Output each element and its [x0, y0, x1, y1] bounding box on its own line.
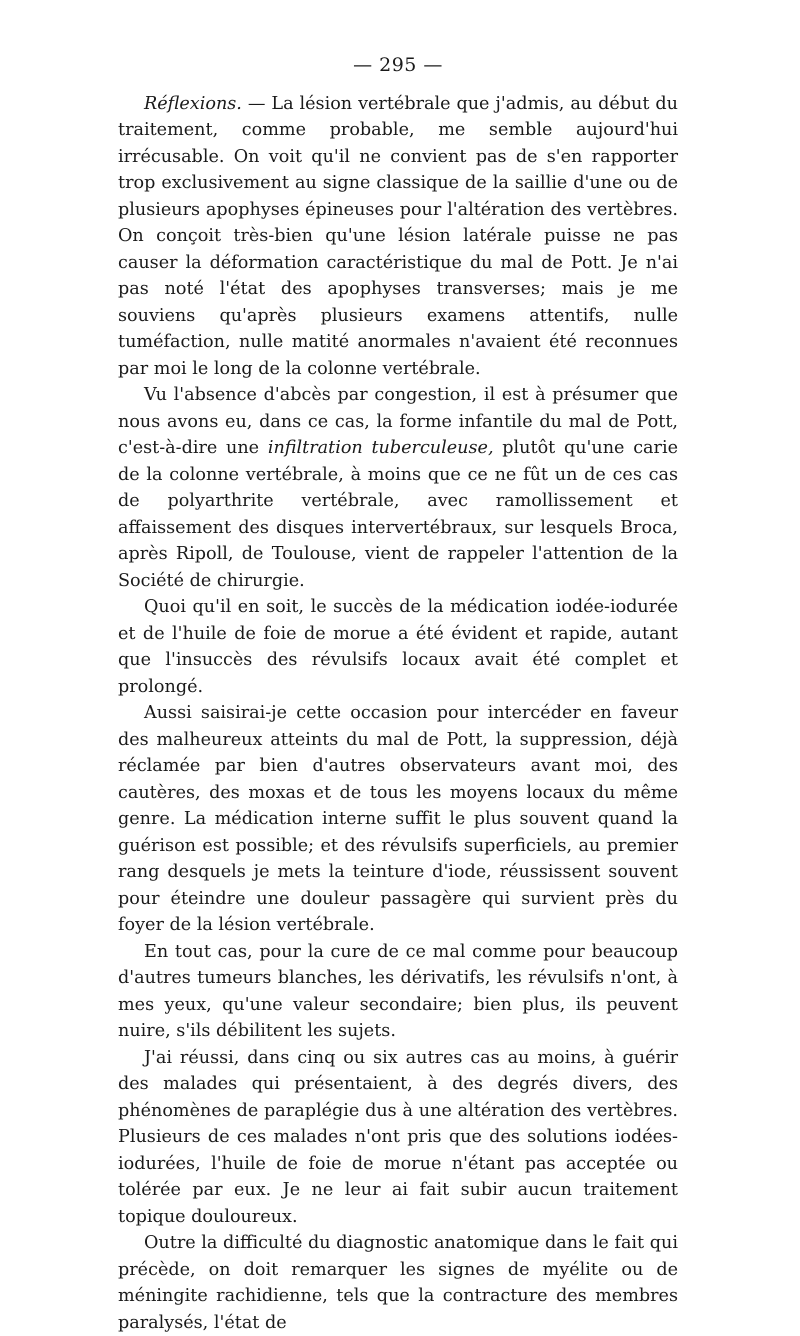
book-page: [118, 52, 678, 1336]
paragraph-text-after: plutôt qu'une carie de la colonne vertébrale, à moins que ce ne fût un de ces cas de polyarthrite vertébrale, avec ramollissement et affaissement des disques intervertébraux, sur lesquels Broca, après Ripoll, de Toulouse, vient de rappeler l'attention de la Société de chirurgie.: [118, 438, 678, 591]
paragraph-lead-heading: Réflexions.: [144, 93, 242, 114]
paragraph-succes: Quoi qu'il en soit, le succès de la médication iodée-iodurée et de l'huile de foie de morue a été évident et rapide, autant que l'insuccès des révulsifs locaux avait été complet et prolongé.: [118, 597, 678, 697]
paragraph-diagnostic: Outre la difficulté du diagnostic anatomique dans le fait qui précède, on doit remarquer les signes de myélite ou de méningite rachidienne, tels que la contracture des membres paralysés, l'état de: [118, 1233, 678, 1333]
paragraph-reussite: J'ai réussi, dans cinq ou six autres cas au moins, à guérir des malades qui présentaient, à des degrés divers, des phénomènes de paraplégie dus à une altération des vertèbres. Plusieurs de ces malades n'ont pris que des solutions iodées-iodurées, l'huile de foie de morue n'étant pas acceptée ou tolérée par eux. Je ne leur ai fait subir aucun traitement topique douloureux.: [118, 1047, 678, 1227]
paragraph-text-before: Vu l'absence d'abcès par congestion, il est à présumer que nous avons eu, dans ce cas, la forme infantile du mal de Pott, c'est-à-dire une: [118, 385, 678, 458]
paragraph-intercession: Aussi saisirai-je cette occasion pour intercéder en faveur des malheureux atteints du mal de Pott, la suppression, déjà réclamée par bien d'autres observateurs avant moi, des cautères, des moxas et de tous les moyens locaux du même genre. La médication interne suffit le plus souvent quand la guérison est possible; et des révulsifs superficiels, au premier rang desquels je mets la teinture d'iode, réussissent souvent pour éteindre une douleur passagère qui survient près du foyer de la lésion vertébrale.: [118, 703, 678, 935]
paragraph-text: — La lésion vertébrale que j'admis, au début du traitement, comme probable, me semble aujourd'hui irrécusable. On voit qu'il ne convient pas de s'en rapporter trop exclusivement au signe classique de la saillie d'une ou de plusieurs apophyses épineuses pour l'altération des vertèbres. On conçoit très-bien qu'une lésion latérale puisse ne pas causer la déformation caractéristique du mal de Pott. Je n'ai pas noté l'état des apophyses transverses; mais je me souviens qu'après plusieurs examens attentifs, nulle tuméfaction, nulle matité anormales n'avaient été reconnues par moi le long de la colonne vertébrale.: [118, 93, 678, 379]
emphasized-term: infiltration tuberculeuse,: [267, 438, 494, 458]
paragraph-reflexions: [118, 91, 678, 383]
paragraph-abces: [118, 382, 678, 594]
page-number: — 295 —: [353, 54, 443, 76]
paragraph-cure: En tout cas, pour la cure de ce mal comme pour beaucoup d'autres tumeurs blanches, les dérivatifs, les révulsifs n'ont, à mes yeux, qu'une valeur secondaire; bien plus, ils peuvent nuire, s'ils débilitent les sujets.: [118, 941, 678, 1041]
